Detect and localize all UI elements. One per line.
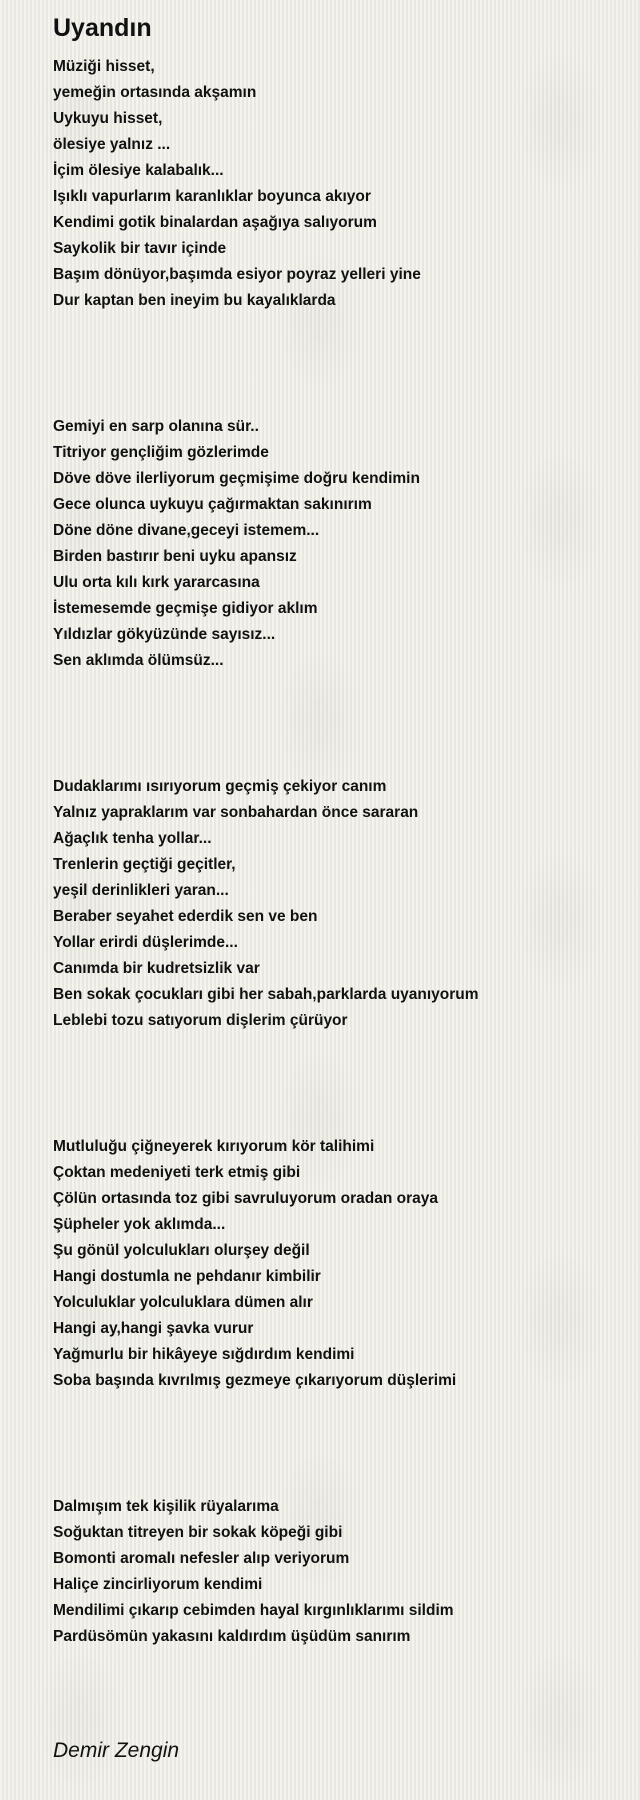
poem-stanza [53, 414, 613, 674]
poem-line: Mutluluğu çiğneyerek kırıyorum kör talihimi [53, 1138, 375, 1155]
poem-title: Uyandın [53, 14, 152, 42]
poem-stanza [53, 1494, 613, 1650]
poem-line: Haliçe zincirliyorum kendimi [53, 1576, 263, 1593]
poem-stanza [53, 774, 613, 1034]
poem-line: Dur kaptan ben ineyim bu kayalıklarda [53, 292, 336, 309]
poem-line: Mendilimi çıkarıp cebimden hayal kırgınlıklarımı sildim [53, 1602, 454, 1619]
poem-line: Soba başında kıvrılmış gezmeye çıkarıyorum düşlerimi [53, 1372, 457, 1389]
poem-line: Müziği hisset, [53, 58, 155, 75]
poem-line: Canımda bir kudretsizlik var [53, 960, 260, 977]
poem-line: Birden bastırır beni uyku apansız [53, 548, 297, 565]
poem-line: Şu gönül yolculukları olurşey değil [53, 1242, 310, 1259]
poem-stanza [53, 54, 613, 314]
poem-line: Çölün ortasında toz gibi savruluyorum oradan oraya [53, 1190, 438, 1207]
poem-line: Bomonti aromalı nefesler alıp veriyorum [53, 1550, 350, 1567]
poem-line: Pardüsömün yakasını kaldırdım üşüdüm sanırım [53, 1628, 411, 1645]
poem-body [53, 54, 613, 1650]
poem-author: Demir Zengin [53, 1739, 180, 1762]
poem-line: Ulu orta kılı kırk yararcasına [53, 574, 260, 591]
poem-line: Trenlerin geçtiği geçitler, [53, 856, 236, 873]
poem-line: Hangi ay,hangi şavka vurur [53, 1320, 254, 1337]
poem-line: Döve döve ilerliyorum geçmişime doğru kendimin [53, 470, 420, 487]
poem-line: Başım dönüyor,başımda esiyor poyraz yelleri yine [53, 266, 421, 283]
poem-line: İçim ölesiye kalabalık... [53, 162, 224, 179]
poem-line: Ben sokak çocukları gibi her sabah,parklarda uyanıyorum [53, 986, 479, 1003]
poem-line: Soğuktan titreyen bir sokak köpeği gibi [53, 1524, 343, 1541]
poem-page [53, 0, 613, 1762]
poem-line: Titriyor gençliğim gözlerimde [53, 444, 269, 461]
poem-line: Kendimi gotik binalardan aşağıya salıyorum [53, 214, 377, 231]
poem-line: Dalmışım tek kişilik rüyalarıma [53, 1498, 279, 1515]
poem-line: Yolculuklar yolculuklara dümen alır [53, 1294, 313, 1311]
poem-stanza [53, 1134, 613, 1394]
poem-line: Işıklı vapurlarım karanlıklar boyunca akıyor [53, 188, 371, 205]
poem-line: Gece olunca uykuyu çağırmaktan sakınırım [53, 496, 372, 513]
poem-line: Dudaklarımı ısırıyorum geçmiş çekiyor canım [53, 778, 387, 795]
poem-line: Hangi dostumla ne pehdanır kimbilir [53, 1268, 321, 1285]
poem-line: Sen aklımda ölümsüz... [53, 652, 224, 669]
poem-line: yeşil derinlikleri yaran... [53, 882, 229, 899]
poem-line: Yalnız yapraklarım var sonbahardan önce sararan [53, 804, 419, 821]
poem-line: Beraber seyahet ederdik sen ve ben [53, 908, 318, 925]
poem-line: ölesiye yalnız ... [53, 136, 171, 153]
poem-line: Çoktan medeniyeti terk etmiş gibi [53, 1164, 301, 1181]
poem-line: Yıldızlar gökyüzünde sayısız... [53, 626, 276, 643]
poem-line: Ağaçlık tenha yollar... [53, 830, 212, 847]
poem-line: Şüpheler yok aklımda... [53, 1216, 226, 1233]
poem-line: Saykolik bir tavır içinde [53, 240, 227, 257]
poem-line: Leblebi tozu satıyorum dişlerim çürüyor [53, 1012, 348, 1029]
poem-line: yemeğin ortasında akşamın [53, 84, 257, 101]
poem-line: Gemiyi en sarp olanına sür.. [53, 418, 259, 435]
poem-line: İstemesemde geçmişe gidiyor aklım [53, 600, 318, 617]
poem-line: Uykuyu hisset, [53, 110, 163, 127]
poem-line: Yağmurlu bir hikâyeye sığdırdım kendimi [53, 1346, 355, 1363]
poem-line: Döne döne divane,geceyi istemem... [53, 522, 320, 539]
poem-line: Yollar erirdi düşlerimde... [53, 934, 238, 951]
